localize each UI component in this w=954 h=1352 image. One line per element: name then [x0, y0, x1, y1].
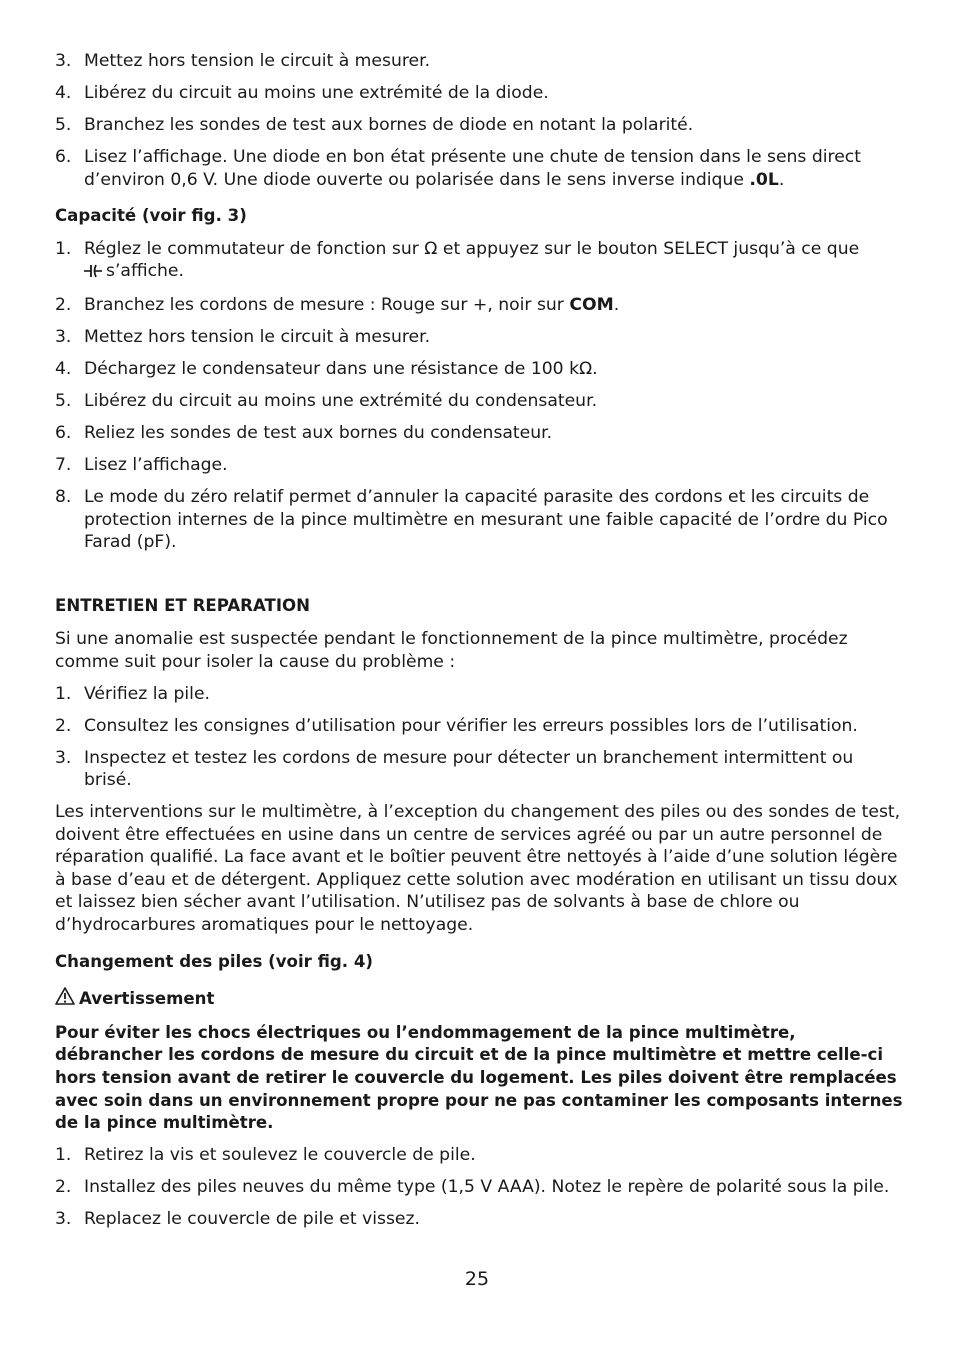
item-text — [84, 146, 905, 191]
list-item — [55, 294, 905, 317]
item-number: 1. — [55, 1145, 72, 1166]
manual-page — [55, 50, 905, 1240]
display-reading: .0L — [749, 169, 779, 190]
list-item — [55, 390, 905, 413]
diode-steps-list — [55, 50, 905, 191]
item-text: Retirez la vis et soulevez le couvercle de pile. — [84, 1145, 476, 1166]
battery-heading: Changement des piles (voir fig. 4) — [55, 951, 373, 971]
warning-triangle-icon — [55, 987, 75, 1012]
item-text-part: Réglez le commutateur de fonction sur Ω et appuyez sur le bouton SELECT jusqu’à ce que — [84, 238, 860, 259]
item-text: Mettez hors tension le circuit à mesurer. — [84, 51, 431, 71]
item-number: 4. — [55, 359, 72, 380]
item-text: Reliez les sondes de test aux bornes du condensateur. — [84, 423, 553, 444]
warning-heading — [55, 987, 905, 1012]
item-text-part: Lisez l’affichage. Une diode en bon état présente une chute de tension dans le sens direct d’environ 0,6 V. Une diode ouverte ou polarisée dans le sens inverse indique — [84, 146, 861, 190]
list-item — [55, 715, 905, 738]
item-text: Mettez hors tension le circuit à mesurer. — [84, 327, 431, 348]
item-text-part: Branchez les cordons de mesure : Rouge sur +, noir sur — [84, 295, 570, 316]
list-item — [55, 238, 905, 285]
capacitance-steps-list — [55, 238, 905, 554]
item-number: 6. — [55, 423, 72, 444]
capacitor-icon — [84, 262, 102, 285]
item-text: Lisez l’affichage. — [84, 455, 228, 476]
item-number: 1. — [55, 238, 72, 259]
item-number: 4. — [55, 82, 72, 103]
item-number: 3. — [55, 51, 72, 71]
item-text: Le mode du zéro relatif permet d’annuler la capacité parasite des cordons et les circuits de protection internes de la pince multimètre en mesurant une faible capacité de l’ordre du Pico Farad (pF). — [84, 487, 888, 553]
item-number: 5. — [55, 391, 72, 412]
maintenance-body: Les interventions sur le multimètre, à l’exception du changement des piles ou des sondes de test, doivent être effectuées en usine dans un centre de services agréé ou par un autre personnel de réparation qualifié. La face avant et le boîtier peuvent être nettoyés à l’aide d’une solution légère à base d’eau et de détergent. Appliquez cette solution avec modération en utilisant un tissu doux et laissez bien sécher avant l’utilisation. N’utilisez pas de solvants à base de chlore ou d’hydrocarbures aromatiques pour le nettoyage. — [55, 802, 901, 936]
warning-title: Avertissement — [79, 989, 215, 1009]
item-text: Replacez le couvercle de pile et vissez. — [84, 1209, 420, 1230]
list-item — [55, 1144, 905, 1167]
list-item — [55, 1176, 905, 1199]
item-number: 2. — [55, 715, 72, 736]
maintenance-steps-list — [55, 683, 905, 792]
capacitance-heading: Capacité (voir fig. 3) — [55, 206, 247, 226]
item-number: 2. — [55, 295, 72, 316]
item-text-part: s’affiche. — [106, 261, 184, 282]
battery-steps-list — [55, 1144, 905, 1231]
com-terminal-label: COM — [569, 295, 614, 316]
list-item — [55, 747, 905, 792]
list-item — [55, 358, 905, 381]
item-number: 2. — [55, 1177, 72, 1198]
page-number: 25 — [464, 1268, 490, 1290]
list-item — [55, 486, 905, 554]
item-number: 7. — [55, 455, 72, 476]
item-text: Consultez les consignes d’utilisation pour vérifier les erreurs possibles lors de l’utilisation. — [84, 715, 858, 736]
item-number: 5. — [55, 114, 72, 135]
list-item — [55, 683, 905, 706]
list-item — [55, 114, 905, 137]
item-text: Libérez du circuit au moins une extrémité de la diode. — [84, 82, 549, 103]
item-text: Inspectez et testez les cordons de mesure pour détecter un branchement intermittent ou brisé. — [84, 747, 854, 791]
item-text-part: . — [778, 169, 785, 190]
item-text: Installez des piles neuves du même type (1,5 V AAA). Notez le repère de polarité sous la pile. — [84, 1177, 890, 1198]
item-number: 6. — [55, 146, 72, 167]
item-text — [84, 294, 905, 317]
maintenance-intro: Si une anomalie est suspectée pendant le fonctionnement de la pince multimètre, procédez comme suit pour isoler la cause du problème : — [55, 628, 848, 672]
list-item — [55, 146, 905, 191]
item-number: 1. — [55, 683, 72, 704]
item-text — [84, 238, 905, 285]
item-text: Déchargez le condensateur dans une résistance de 100 kΩ. — [84, 359, 598, 380]
item-text-part: . — [613, 295, 620, 316]
section-spacer — [55, 563, 905, 581]
list-item — [55, 422, 905, 445]
warning-text: Pour éviter les chocs électriques ou l’endommagement de la pince multimètre, débrancher les cordons de mesure du circuit et de la pince multimètre et mettre celle-ci hors tension avant de retirer le couvercle du logement. Les piles doivent être remplacées avec soin dans un environnement propre pour ne pas contaminer les composants internes de la pince multimètre. — [55, 1022, 903, 1133]
item-number: 8. — [55, 487, 72, 508]
item-text: Vérifiez la pile. — [84, 683, 210, 704]
item-number: 3. — [55, 327, 72, 348]
item-text: Branchez les sondes de test aux bornes de diode en notant la polarité. — [84, 114, 694, 135]
list-item — [55, 326, 905, 349]
list-item — [55, 454, 905, 477]
list-item — [55, 50, 905, 73]
list-item — [55, 1208, 905, 1231]
item-text: Libérez du circuit au moins une extrémité du condensateur. — [84, 391, 598, 412]
item-number: 3. — [55, 747, 72, 768]
maintenance-heading: ENTRETIEN ET REPARATION — [55, 596, 310, 616]
item-number: 3. — [55, 1209, 72, 1230]
list-item — [55, 82, 905, 105]
